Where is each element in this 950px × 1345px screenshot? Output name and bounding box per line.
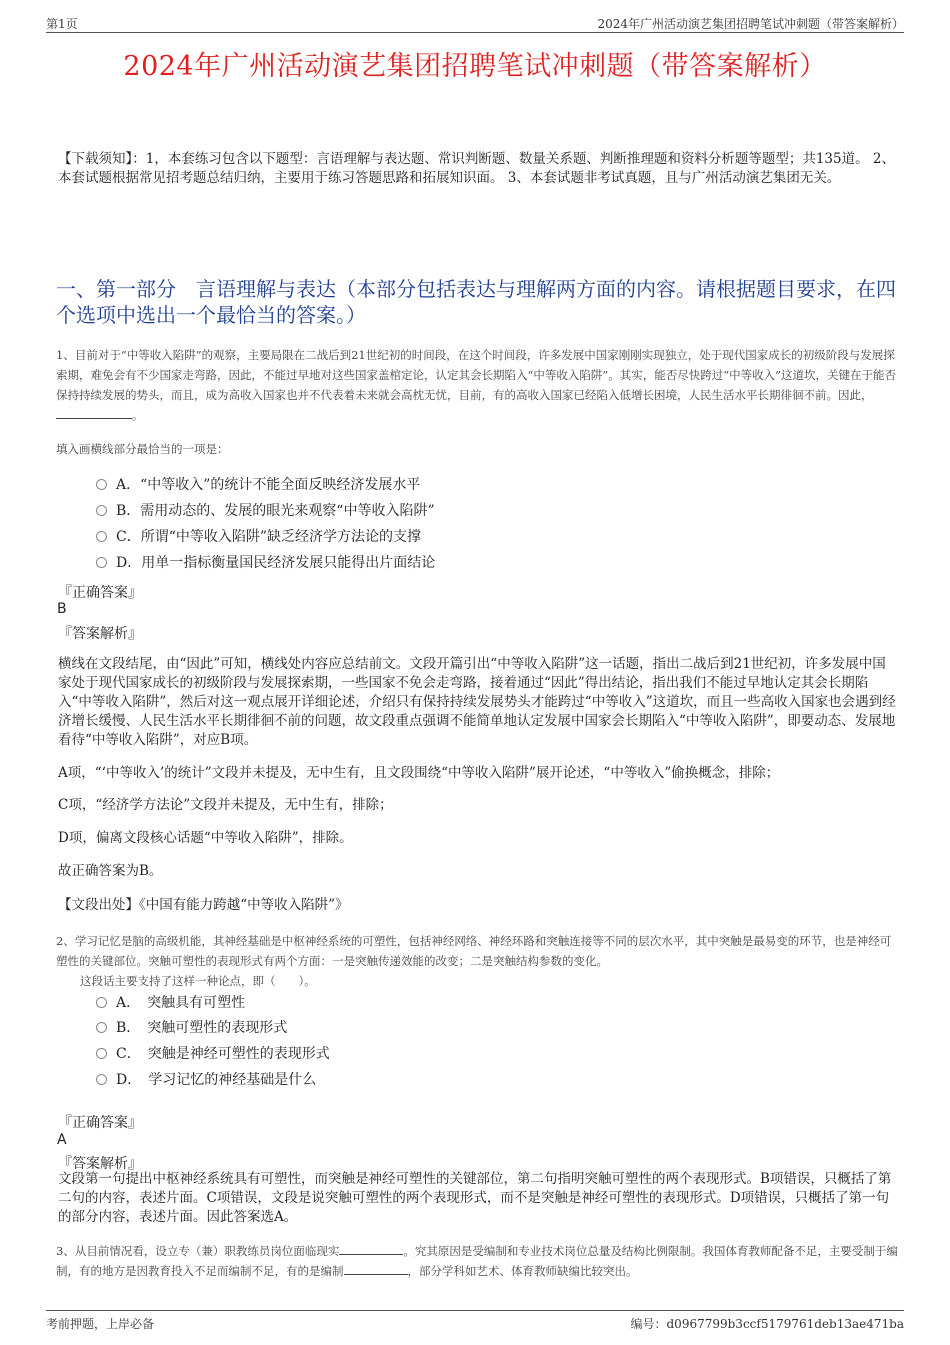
- question-2-answer: A: [57, 1132, 67, 1148]
- question-1-source: 【文段出处】《中国有能力跨越“中等收入陷阱”》: [58, 897, 349, 913]
- radio-icon[interactable]: [96, 1022, 107, 1033]
- question-2-analysis-label: 『答案解析』: [58, 1156, 142, 1172]
- radio-icon[interactable]: [96, 505, 107, 516]
- question-1-answer-label: 『正确答案』: [58, 585, 142, 601]
- footer-doc-id: 编号：d0967799b3ccf5179761deb13ae471ba: [630, 1317, 904, 1331]
- fill-blank: [344, 1262, 408, 1275]
- page-header: [46, 14, 904, 33]
- radio-icon[interactable]: [96, 1074, 107, 1085]
- question-1-prompt: 填入画横线部分最恰当的一项是：: [56, 442, 229, 456]
- question-3-stem: 3、从目前情况看，设立专（兼）职教练员岗位面临现实 。究其原因是受编制和专业技术岗位总量及结构比例限制。我国体育教师配备不足，主要受制于编制，有的地方是因教育投入不足而编制不足，有的是编制 ，部分学科如艺术、体育教师缺编比较突出。: [56, 1244, 898, 1278]
- question-1-option-c[interactable]: C．所谓“中等收入陷阱”缺乏经济学方法论的支撑: [96, 526, 421, 548]
- radio-icon[interactable]: [96, 557, 107, 568]
- question-1-analysis-d: D项，偏离文段核心话题“中等收入陷阱”，排除。: [58, 830, 353, 846]
- page-footer: [46, 1310, 904, 1331]
- question-1-analysis-label: 『答案解析』: [58, 626, 142, 642]
- radio-icon[interactable]: [96, 479, 107, 490]
- question-2-stem: 2、学习记忆是脑的高级机能，其神经基础是中枢神经系统的可塑性，包括神经网络、神经环路和突触连接等不同的层次水平，其中突触是最易变的环节，也是神经可塑性的关键部位。突触可塑性的表现形式有两个方面：一是突触传递效能的改变；二是突触结构参数的变化。: [56, 934, 892, 968]
- question-2-option-d[interactable]: D． 学习记忆的神经基础是什么: [96, 1069, 316, 1091]
- question-2-option-b[interactable]: B． 突触可塑性的表现形式: [96, 1017, 287, 1039]
- question-2-answer-label: 『正确答案』: [58, 1115, 142, 1131]
- question-2-analysis: 文段第一句提出中枢神经系统具有可塑性，而突触是神经可塑性的关键部位，第二句指明突触可塑性的两个表现形式。B项错误，只概括了第二句的内容，表述片面。C项错误，文段是说突触可塑性的两个表现形式，而不是突触是神经可塑性的表现形式。D项错误，只概括了第一句的部分内容，表述片面。因此答案选A。: [58, 1171, 892, 1225]
- header-doc-title: 2024年广州活动演艺集团招聘笔试冲刺题（带答案解析）: [597, 17, 904, 31]
- question-1-option-b[interactable]: B．需用动态的、发展的眼光来观察“中等收入陷阱”: [96, 500, 435, 522]
- document-title: 2024年广州活动演艺集团招聘笔试冲刺题（带答案解析）: [123, 51, 827, 82]
- question-1-answer: B: [57, 601, 67, 617]
- question-2-option-c[interactable]: C． 突触是神经可塑性的表现形式: [96, 1043, 330, 1065]
- section-heading: 一、第一部分 言语理解与表达（本部分包括表达与理解两方面的内容。请根据题目要求，在四个选项中选出一个最恰当的答案。）: [56, 277, 896, 327]
- page-number: 第1页: [46, 17, 78, 31]
- question-2-prompt: 这段话主要支持了这样一种论点，即（ ）。: [80, 974, 316, 988]
- question-1-option-a[interactable]: A．“中等收入”的统计不能全面反映经济发展水平: [96, 474, 420, 496]
- fill-blank: [339, 1242, 403, 1255]
- question-1-conclusion: 故正确答案为B。: [58, 863, 163, 879]
- download-notice: 【下载须知】：1，本套练习包含以下题型：言语理解与表达题、常识判断题、数量关系题、判断推理题和资料分析题等题型；共135道。 2、本套试题根据常见招考题总结归纳，主要用于练习答题思路和拓展知识面。 3、本套试题非考试真题，且与广州活动演艺集团无关。: [58, 151, 895, 186]
- fill-blank: [56, 406, 132, 419]
- question-1-analysis-a: A项，“‘中等收入’的统计”文段并未提及，无中生有，且文段围绕“中等收入陷阱”展开论述，“中等收入”偷换概念，排除；: [58, 765, 780, 781]
- radio-icon[interactable]: [96, 997, 107, 1008]
- question-1-analysis-c: C项，“经济学方法论”文段并未提及，无中生有，排除；: [58, 797, 393, 813]
- question-2-option-a[interactable]: A． 突触具有可塑性: [96, 992, 245, 1014]
- footer-slogan: 考前押题，上岸必备: [46, 1317, 155, 1331]
- radio-icon[interactable]: [96, 531, 107, 542]
- question-1-stem: 1、目前对于“中等收入陷阱”的观察，主要局限在二战后到21世纪初的时间段，在这个时间段，许多发展中国家刚刚实现独立，处于现代国家成长的初级阶段与发展探索期，难免会有不少国家走弯路，因此，不能过早地对这些国家盖棺定论，认定其会长期陷入“中等收入陷阱”。其实，能否尽快跨过“中等收入”这道坎，关键在于能否保持持续发展的势头，而且，成为高收入国家也并不代表着未来就会高枕无忧，目前，有的高收入国家已经陷入低增长困境，人民生活水平长期徘徊不前。因此，。: [56, 348, 897, 422]
- radio-icon[interactable]: [96, 1048, 107, 1059]
- question-1-analysis-main: 横线在文段结尾，由“因此”可知，横线处内容应总结前文。文段开篇引出“中等收入陷阱”这一话题，指出二战后到21世纪初，许多发展中国家处于现代国家成长的初级阶段与发展探索期，一些国家不免会走弯路，接着通过“因此”得出结论，指出我们不能过早地认定其会长期陷入“中等收入陷阱”，然后对这一观点展开详细论述，介绍只有保持持续发展势头才能跨过“中等收入”这道坎，而且一些高收入国家也会遇到经济增长缓慢、人民生活水平长期徘徊不前的问题，故文段重点强调不能简单地认定发展中国家会长期陷入“中等收入陷阱”，即要动态、发展地看待“中等收入陷阱”，对应B项。: [58, 656, 896, 748]
- question-1-option-d[interactable]: D．用单一指标衡量国民经济发展只能得出片面结论: [96, 552, 435, 574]
